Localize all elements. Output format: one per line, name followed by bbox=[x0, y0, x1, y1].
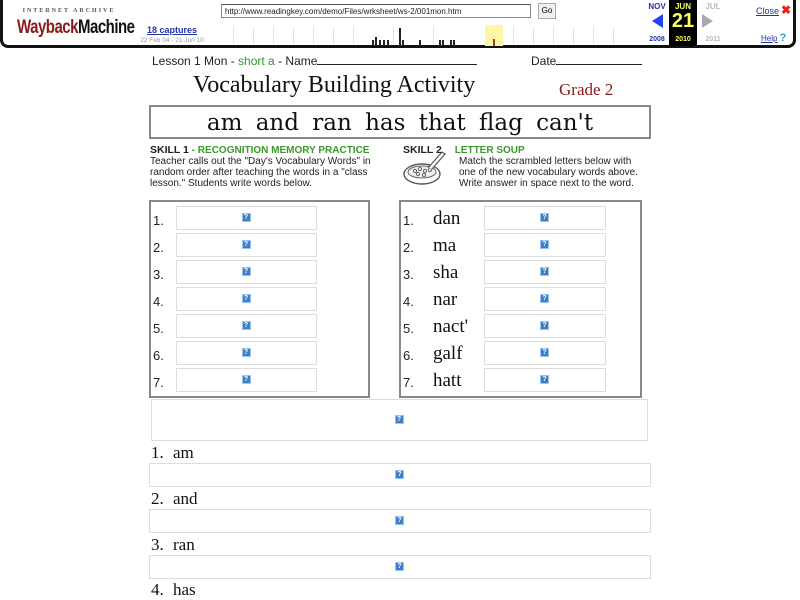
close-icon[interactable]: ✖ bbox=[781, 3, 792, 17]
lesson-sound: short a bbox=[238, 54, 275, 68]
skill2-description: Match the scrambled letters below with one of the new vocabulary words above. Write answer in space next to the word. bbox=[459, 156, 638, 189]
capture-bar[interactable] bbox=[402, 40, 404, 46]
word-answer-field[interactable] bbox=[149, 555, 651, 579]
missing-plugin-icon: ? bbox=[395, 415, 404, 424]
timeline-tick bbox=[513, 27, 514, 44]
answer-field[interactable] bbox=[176, 287, 317, 311]
url-input[interactable]: http://www.readingkey.com/demo/Files/wrksheet/ws-2/001mon.htm bbox=[221, 4, 531, 18]
scrambled-word: nar bbox=[433, 289, 458, 310]
missing-plugin-icon: ? bbox=[242, 321, 251, 330]
skill2-row: 3. sha ? bbox=[401, 258, 641, 285]
current-year-highlight[interactable] bbox=[485, 25, 503, 46]
skill2-row: 4. nar ? bbox=[401, 285, 641, 312]
captures-link[interactable]: 18 captures bbox=[146, 25, 198, 35]
prev-capture[interactable] bbox=[643, 0, 671, 46]
timeline-tick bbox=[273, 27, 274, 44]
captures-range: 22 Feb 04 - 21 Jun 10 bbox=[140, 37, 204, 44]
scrambled-word: galf bbox=[433, 343, 463, 364]
wayback-logo[interactable] bbox=[17, 8, 135, 39]
logo-top-text: INTERNET ARCHIVE bbox=[22, 8, 116, 14]
help-icon[interactable]: ? bbox=[779, 32, 787, 44]
word-answer-field[interactable] bbox=[149, 463, 651, 487]
timeline-tick bbox=[333, 27, 334, 44]
word-list-item: 1. am bbox=[151, 443, 194, 462]
skill1-description: Teacher calls out the "Day's Vocabulary Words" in random order after teaching the words in a "class lesson." Students write words below. bbox=[150, 156, 371, 189]
timeline-tick bbox=[313, 27, 314, 44]
name-line bbox=[317, 53, 477, 65]
date-field bbox=[531, 53, 642, 68]
answer-field[interactable] bbox=[176, 233, 317, 257]
answer-field[interactable] bbox=[176, 206, 317, 230]
current-capture-marker[interactable] bbox=[493, 39, 495, 46]
missing-plugin-icon: ? bbox=[540, 240, 549, 249]
word-answer-field[interactable] bbox=[149, 509, 651, 533]
next-month: JUL bbox=[705, 2, 721, 11]
answer-field[interactable] bbox=[484, 341, 606, 365]
current-month: JUN bbox=[674, 2, 691, 11]
word-list-item: 2. and bbox=[151, 489, 198, 508]
missing-plugin-icon: ? bbox=[242, 240, 251, 249]
timeline-tick bbox=[293, 27, 294, 44]
go-button[interactable]: Go bbox=[538, 3, 556, 19]
capture-timeline[interactable] bbox=[217, 25, 633, 46]
skill2-row: 7. hatt ? bbox=[401, 366, 641, 393]
scrambled-word: ma bbox=[433, 235, 457, 256]
capture-bar[interactable] bbox=[375, 37, 377, 46]
skill2-row: 1. dan ? bbox=[401, 204, 641, 231]
help-label: Help bbox=[761, 34, 778, 43]
timeline-tick bbox=[353, 27, 354, 44]
capture-bar[interactable] bbox=[399, 28, 401, 46]
capture-bar[interactable] bbox=[383, 40, 385, 46]
capture-bar[interactable] bbox=[453, 40, 455, 46]
timeline-tick bbox=[253, 27, 254, 44]
missing-plugin-icon: ? bbox=[395, 470, 404, 479]
scrambled-word: dan bbox=[433, 208, 461, 229]
missing-plugin-icon: ? bbox=[540, 213, 549, 222]
answer-field[interactable] bbox=[484, 314, 606, 338]
missing-plugin-icon: ? bbox=[242, 294, 251, 303]
missing-plugin-icon: ? bbox=[242, 267, 251, 276]
skill2-row: 6. galf ? bbox=[401, 339, 641, 366]
missing-plugin-icon: ? bbox=[242, 375, 251, 384]
page-title: Vocabulary Building Activity bbox=[193, 72, 476, 98]
missing-plugin-icon: ? bbox=[242, 213, 251, 222]
date-label: Date bbox=[531, 54, 557, 68]
timeline-tick bbox=[553, 27, 554, 44]
help-button[interactable] bbox=[761, 32, 786, 44]
answer-field[interactable] bbox=[176, 368, 317, 392]
missing-plugin-icon: ? bbox=[242, 348, 251, 357]
skill2-row: 2. ma ? bbox=[401, 231, 641, 258]
missing-plugin-icon: ? bbox=[540, 348, 549, 357]
missing-plugin-icon: ? bbox=[540, 267, 549, 276]
missing-plugin-icon: ? bbox=[395, 516, 404, 525]
lesson-header bbox=[152, 53, 477, 68]
word-text: has bbox=[173, 580, 196, 599]
captures-info bbox=[133, 25, 211, 44]
prev-month: NOV bbox=[648, 2, 666, 11]
prev-arrow-icon[interactable] bbox=[652, 14, 663, 28]
next-capture bbox=[699, 0, 727, 46]
missing-plugin-icon: ? bbox=[540, 321, 549, 330]
skill2-header bbox=[403, 145, 648, 189]
timeline-tick bbox=[573, 27, 574, 44]
missing-plugin-icon: ? bbox=[395, 562, 404, 571]
close-button[interactable] bbox=[756, 3, 791, 17]
capture-bar[interactable] bbox=[387, 40, 389, 46]
lesson-prefix: Lesson 1 Mon - bbox=[152, 54, 239, 68]
skill1-name: RECOGNITION MEMORY PRACTICE bbox=[197, 145, 370, 156]
scrambled-word: sha bbox=[433, 262, 459, 283]
scrambled-word: nact' bbox=[433, 316, 469, 337]
skill2-answer-box bbox=[399, 200, 642, 398]
answer-field[interactable] bbox=[484, 368, 606, 392]
answer-field[interactable] bbox=[176, 341, 317, 365]
answer-field[interactable] bbox=[484, 233, 606, 257]
date-line bbox=[556, 53, 642, 65]
close-label: Close bbox=[756, 6, 780, 16]
capture-bar[interactable] bbox=[372, 40, 374, 46]
capture-bar[interactable] bbox=[439, 40, 441, 46]
word-list-item: 4. has bbox=[151, 580, 196, 599]
answer-field[interactable] bbox=[484, 260, 606, 284]
scrambled-word: hatt bbox=[433, 370, 462, 391]
current-day: 21 bbox=[671, 10, 695, 32]
word-list-item: 3. ran bbox=[151, 535, 195, 554]
skill1-label: SKILL 1 bbox=[150, 144, 189, 156]
vocabulary-words-box: am and ran has that flag can't bbox=[149, 105, 651, 139]
timeline-tick bbox=[593, 27, 594, 44]
grade-label: Grade 2 bbox=[559, 80, 614, 99]
capture-bar[interactable] bbox=[442, 40, 444, 46]
word-text: ran bbox=[173, 535, 195, 554]
next-arrow-icon bbox=[702, 14, 713, 28]
skill2-name: LETTER SOUP bbox=[454, 145, 525, 156]
missing-plugin-icon: ? bbox=[540, 375, 549, 384]
timeline-tick bbox=[433, 27, 434, 44]
capture-bar[interactable] bbox=[379, 40, 381, 46]
name-label: - Name bbox=[274, 54, 318, 68]
word-text: and bbox=[173, 489, 198, 508]
answer-field[interactable] bbox=[484, 287, 606, 311]
answer-field[interactable] bbox=[176, 260, 317, 284]
wayback-toolbar bbox=[0, 0, 796, 48]
skill2-label: SKILL 2 bbox=[403, 144, 442, 156]
timeline-tick bbox=[233, 27, 234, 44]
calendar-nav bbox=[641, 0, 741, 46]
skill1-answer-box: 1. ? 2. ? 3. ? 4. ? 5. ? 6. ? 7. ? bbox=[149, 200, 370, 398]
logo-main-text: WaybackMachine bbox=[17, 16, 135, 39]
skill1-header: SKILL 1 - RECOGNITION MEMORY PRACTICE Teacher calls out the "Day's Vocabulary Words" in random order after teaching the words in a "class lesson." Students write words below. bbox=[150, 145, 390, 189]
embedded-object-field[interactable] bbox=[151, 399, 648, 441]
capture-bar[interactable] bbox=[419, 40, 421, 46]
prev-year: 2008 bbox=[649, 36, 665, 43]
timeline-tick bbox=[613, 27, 614, 44]
answer-field[interactable] bbox=[176, 314, 317, 338]
word-text: am bbox=[173, 443, 194, 462]
missing-plugin-icon: ? bbox=[540, 294, 549, 303]
timeline-tick bbox=[533, 27, 534, 44]
skill2-row: 5. nact' ? bbox=[401, 312, 641, 339]
answer-field[interactable] bbox=[484, 206, 606, 230]
next-year: 2011 bbox=[705, 36, 721, 43]
current-year: 2010 bbox=[675, 36, 691, 43]
capture-bar[interactable] bbox=[450, 40, 452, 46]
timeline-tick bbox=[393, 27, 394, 44]
current-capture bbox=[669, 0, 697, 46]
